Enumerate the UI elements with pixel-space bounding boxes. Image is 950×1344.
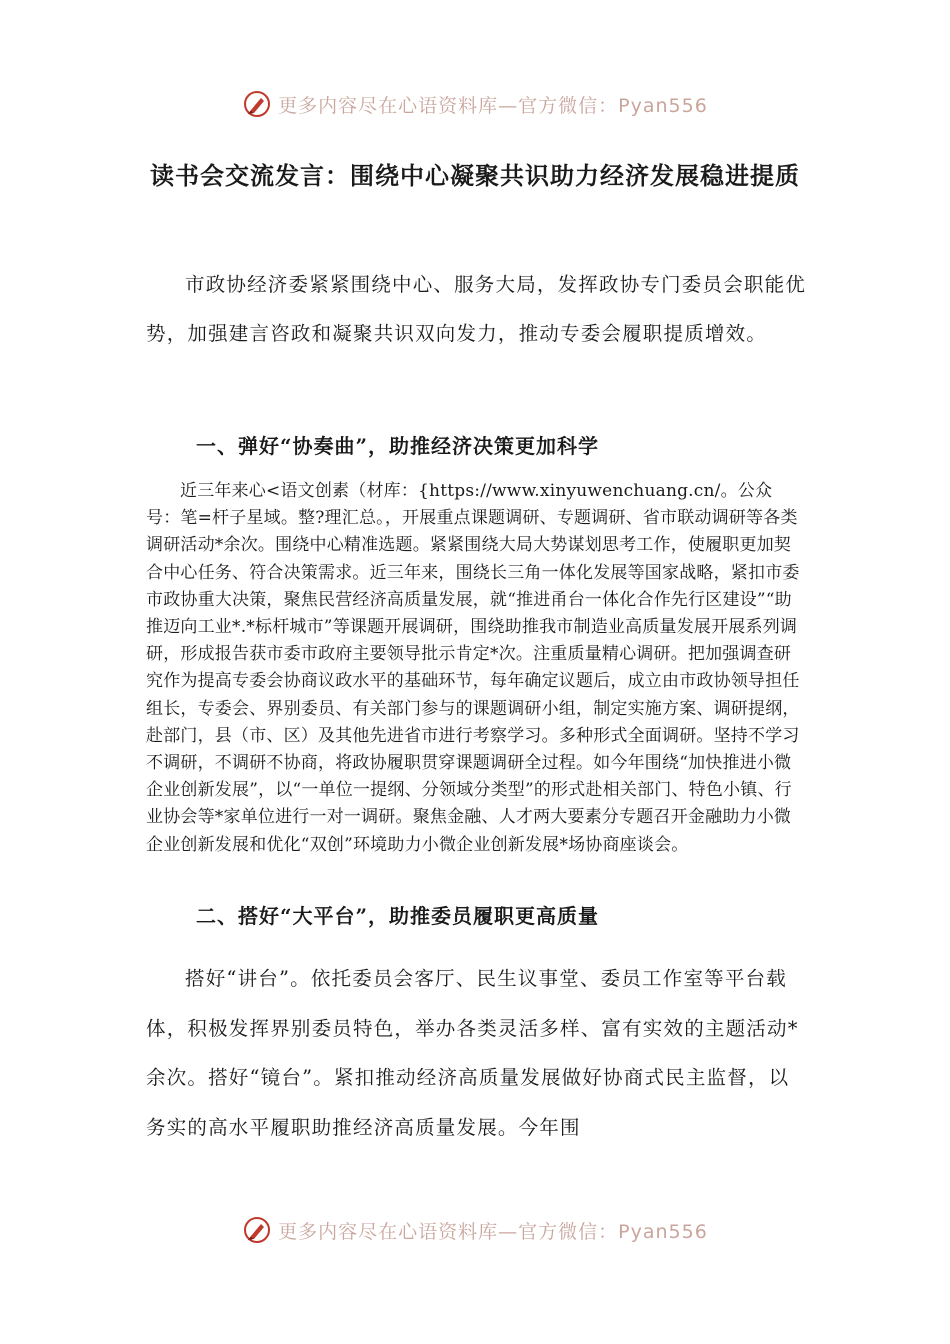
section-heading-2: 二、搭好“大平台”，助推委员履职更高质量 <box>196 904 600 928</box>
intro-paragraph: 市政协经济委紧紧围绕中心、服务大局，发挥政协专门委员会职能优势，加强建言咨政和凝聚共识双向发力，推动专委会履职提质增效。 <box>146 273 807 345</box>
footer-banner <box>0 1210 950 1250</box>
pen-logo-icon <box>242 1215 272 1245</box>
header-banner <box>0 84 950 124</box>
section-1-paragraph: 近三年来心<语文创素（材库：{https://www.xinyuwenchuang.cn/。公众号：笔=杆子星域。整?理汇总。，开展重点课题调研、专题调研、省市联动调研等各类调研活动*余次。围绕中心精准选题。紧紧围绕大局大势谋划思考工作，使履职更加契合中心任务、符合决策需求。近三年来，围绕长三角一体化发展等国家战略，紧扣市委市政协重大决策，聚焦民营经济高质量发展，就“推进甬台一体化合作先行区建设”“助推迈向工业*.*标杆城市”等课题开展调研，围绕助推我市制造业高质量发展开展系列调研，形成报告获市委市政府主要领导批示肯定*次。注重质量精心调研。把加强调查研究作为提高专委会协商议政水平的基础环节，每年确定议题后，成立由市政协领导担任组长，专委会、界别委员、有关部门参与的课题调研小组，制定实施方案、调研提纲，赴部门，县（市、区）及其他先进省市进行考察学习。多种形式全面调研。坚持不学习不调研，不调研不协商，将政协履职贯穿课题调研全过程。如今年围绕“加快推进小微企业创新发展”，以“一单位一提纲、分领域分类型”的形式赴相关部门、特色小镇、行业协会等*家单位进行一对一调研。聚焦金融、人才两大要素分专题召开金融助力小微企业创新发展和优化“双创”环境助力小微企业创新发展*场协商座谈会。 <box>146 481 800 855</box>
section-2-paragraph: 搭好“讲台”。依托委员会客厅、民生议事堂、委员工作室等平台载体，积极发挥界别委员特色，举办各类灵活多样、富有实效的主题活动*余次。搭好“镜台”。紧扣推动经济高质量发展做好协商式民主监督，以务实的高水平履职助推经济高质量发展。今年围 <box>146 967 799 1139</box>
banner-text: 更多内容尽在心语资料库—官方微信：Pyan556 <box>278 1220 708 1243</box>
pen-logo-icon <box>242 89 272 119</box>
section-heading-1: 一、弹好“协奏曲”，助推经济决策更加科学 <box>196 434 600 458</box>
document-title: 读书会交流发言：围绕中心凝聚共识助力经济发展稳进提质 <box>150 161 800 190</box>
banner-text: 更多内容尽在心语资料库—官方微信：Pyan556 <box>278 94 708 117</box>
